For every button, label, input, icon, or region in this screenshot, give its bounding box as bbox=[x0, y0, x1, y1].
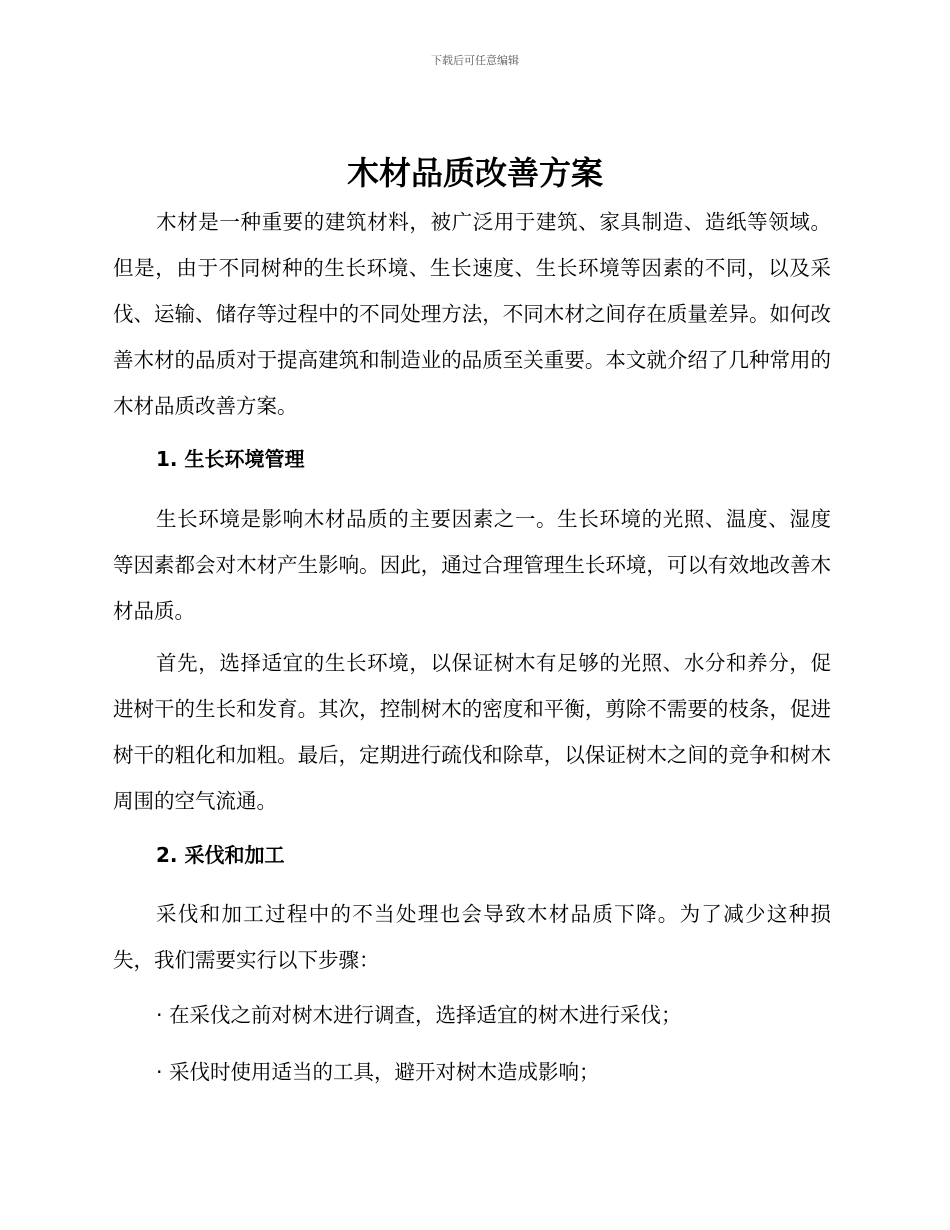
section-paragraph: 生长环境是影响木材品质的主要因素之一。生长环境的光照、温度、湿度等因素都会对木材产生影响。因此，通过合理管理生长环境，可以有效地改善木材品质。 bbox=[113, 507, 831, 623]
bullet-item: · 采伐时使用适当的工具，避开对树木造成影响； bbox=[156, 1060, 600, 1084]
header-note: 下载后可任意编辑 bbox=[431, 54, 519, 67]
intro-paragraph: 木材是一种重要的建筑材料，被广泛用于建筑、家具制造、造纸等领域。但是，由于不同树种的生长环境、生长速度、生长环境等因素的不同，以及采伐、运输、储存等过程中的不同处理方法，不同木材之间存在质量差异。如何改善木材的品质对于提高建筑和制造业的品质至关重要。本文就介绍了几种常用的木材品质改善方案。 bbox=[113, 210, 831, 418]
bullet-item: · 在采伐之前对树木进行调查，选择适宜的树木进行采伐； bbox=[156, 1003, 682, 1027]
section-heading: 1. 生长环境管理 bbox=[156, 447, 305, 471]
section-paragraph: 首先，选择适宜的生长环境，以保证树木有足够的光照、水分和养分，促进树干的生长和发育。其次，控制树木的密度和平衡，剪除不需要的枝条，促进树干的粗化和加粗。最后，定期进行疏伐和除草，以保证树木之间的竞争和树木周围的空气流通。 bbox=[113, 651, 831, 813]
section-paragraph: 采伐和加工过程中的不当处理也会导致木材品质下降。为了减少这种损失，我们需要实行以下步骤： bbox=[113, 902, 831, 972]
section-heading: 2. 采伐和加工 bbox=[156, 843, 285, 867]
document-title: 木材品质改善方案 bbox=[346, 154, 603, 192]
